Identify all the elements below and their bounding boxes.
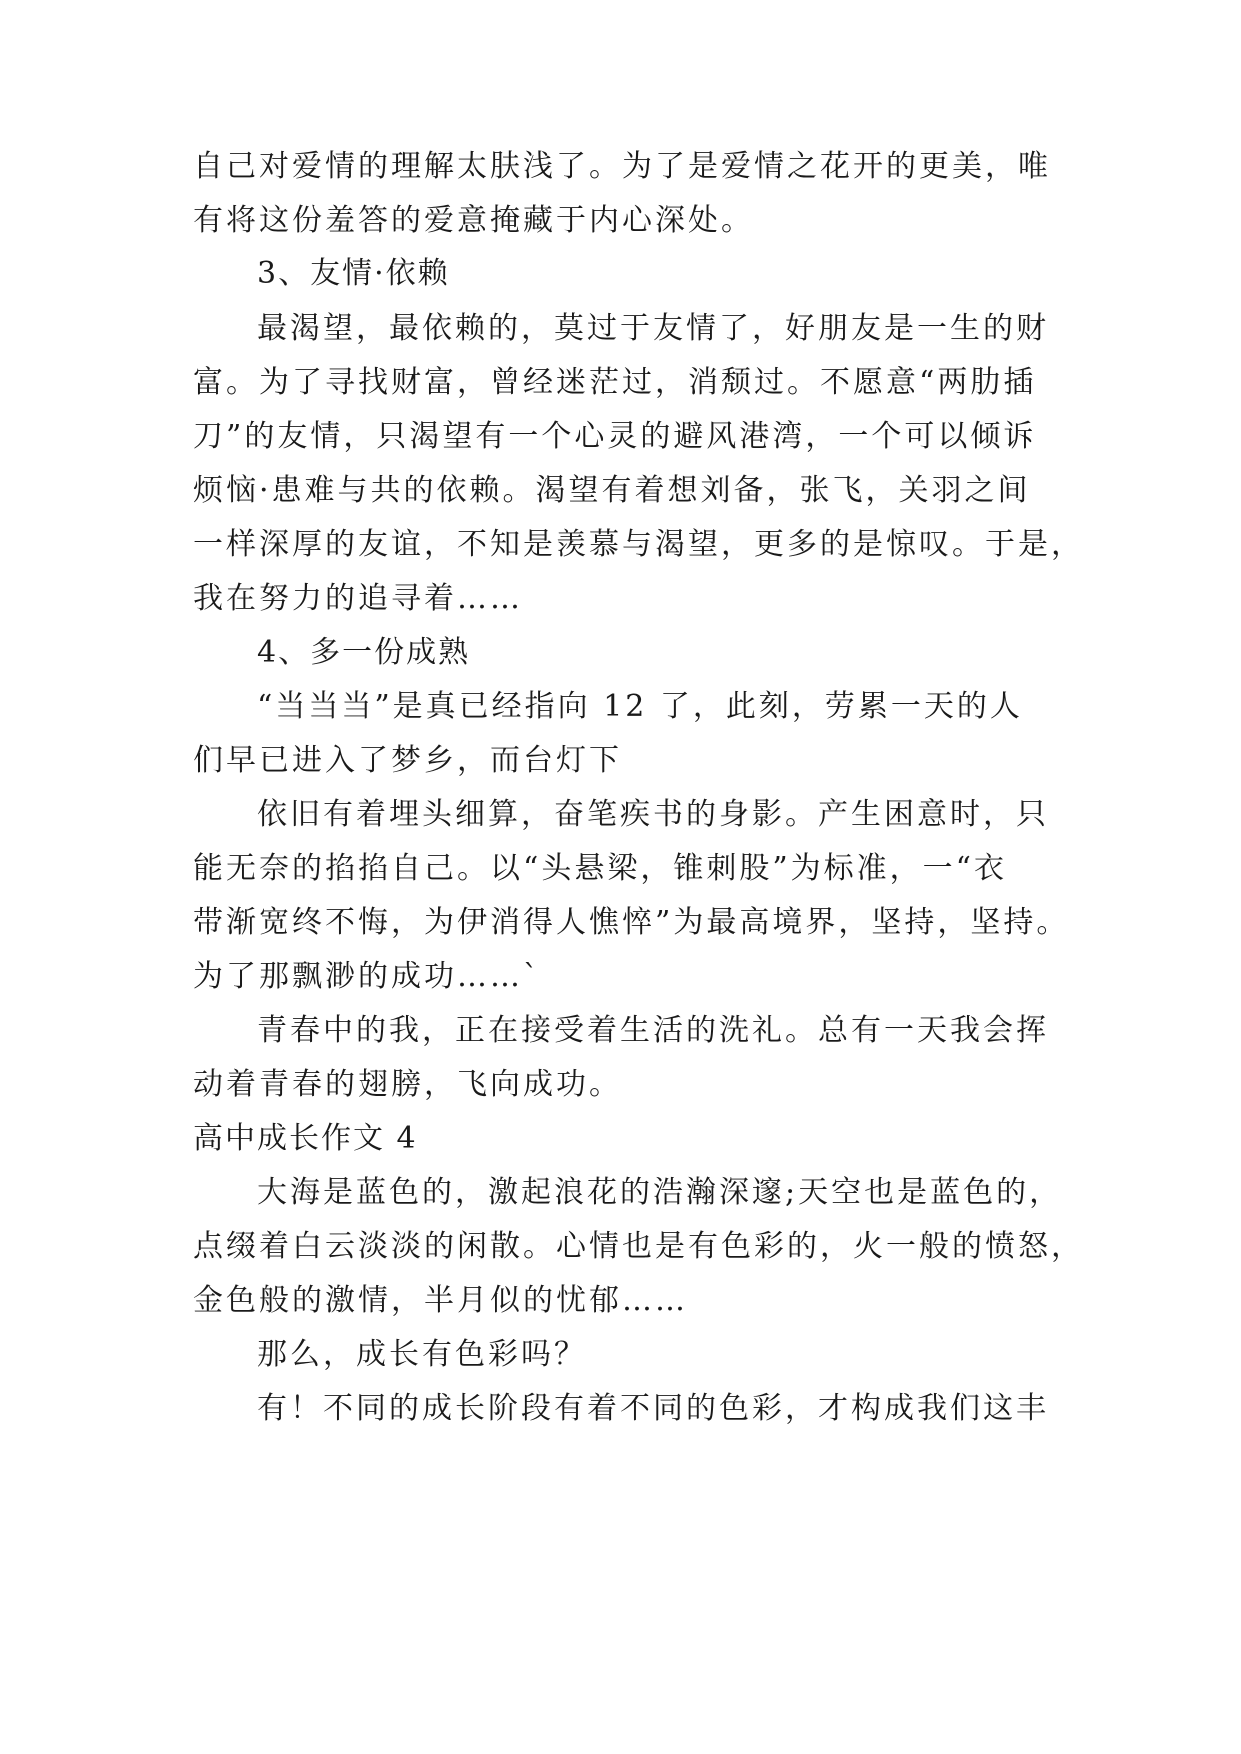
section-heading: 4、多一份成熟 (257, 635, 471, 670)
text-line: 刀”的友情，只渴望有一个心灵的避风港湾，一个可以倾诉 (193, 419, 1037, 454)
text-line: 烦恼·患难与共的依赖。渴望有着想刘备，张飞，关羽之间 (193, 473, 1031, 508)
text-line: 自己对爱情的理解太肤浅了。为了是爱情之花开的更美，唯 (193, 149, 1051, 184)
text-line: 金色般的激情，半月似的忧郁…… (193, 1283, 688, 1318)
text-line: 能无奈的掐掐自己。以“头悬梁，锥刺股”为标准，一“衣 (193, 851, 1008, 886)
text-line: 那么，成长有色彩吗？ (257, 1337, 587, 1372)
text-line: 有！不同的成长阶段有着不同的色彩，才构成我们这丰 (257, 1391, 1049, 1426)
text-line: 一样深厚的友谊，不知是羡慕与渴望，更多的是惊叹。于是， (193, 527, 1084, 562)
text-line: “当当当”是真已经指向 12 了，此刻，劳累一天的人 (257, 689, 1023, 724)
text-line: 富。为了寻找财富，曾经迷茫过，消颓过。不愿意“两肋插 (193, 365, 1037, 400)
text-line: 最渴望，最依赖的，莫过于友情了，好朋友是一生的财 (257, 311, 1049, 346)
text-line: 依旧有着埋头细算，奋笔疾书的身影。产生困意时，只 (257, 797, 1049, 832)
text-line: 们早已进入了梦乡，而台灯下 (193, 743, 622, 778)
text-line: 为了那飘渺的成功……` (193, 959, 541, 994)
text-line: 带渐宽终不悔，为伊消得人憔悴”为最高境界，坚持，坚持。 (193, 905, 1070, 940)
text-line: 我在努力的追寻着…… (193, 581, 523, 616)
text-line: 点缀着白云淡淡的闲散。心情也是有色彩的，火一般的愤怒， (193, 1229, 1084, 1264)
text-line: 动着青春的翅膀，飞向成功。 (193, 1067, 622, 1102)
text-line: 有将这份羞答的爱意掩藏于内心深处。 (193, 203, 754, 238)
text-line: 青春中的我，正在接受着生活的洗礼。总有一天我会挥 (257, 1013, 1049, 1048)
section-heading: 3、友情·依赖 (257, 256, 450, 291)
article-title: 高中成长作文 4 (193, 1121, 418, 1156)
text-line: 大海是蓝色的，激起浪花的浩瀚深邃;天空也是蓝色的， (257, 1175, 1063, 1210)
